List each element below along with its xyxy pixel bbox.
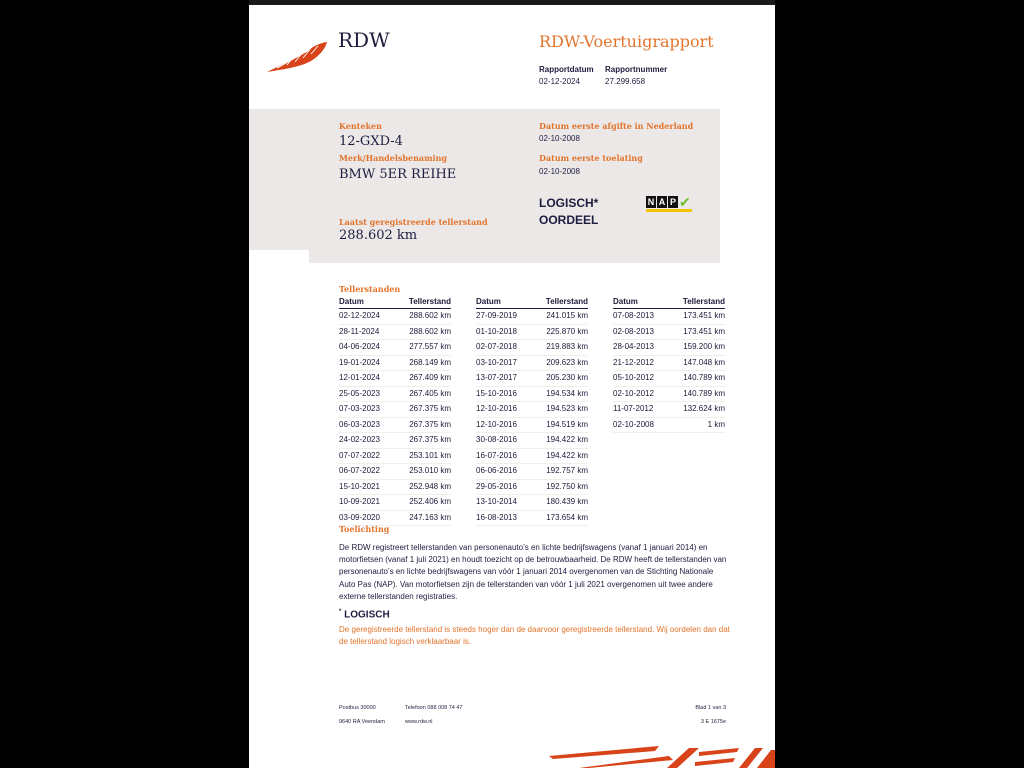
footer-website[interactable]: www.rdw.nl <box>405 719 433 725</box>
table-row <box>476 402 588 418</box>
table-row <box>339 464 451 480</box>
table-row <box>339 495 451 511</box>
row-datum: 15-10-2021 <box>339 481 380 491</box>
table-row <box>613 309 725 325</box>
table-row <box>339 387 451 403</box>
kenteken-label: Kenteken <box>339 121 382 131</box>
row-datum: 13-10-2014 <box>476 497 517 506</box>
row-datum: 11-07-2012 <box>613 404 654 413</box>
row-datum: 28-04-2013 <box>613 342 654 351</box>
row-datum: 07-03-2023 <box>339 404 380 413</box>
logisch-title: LOGISCH <box>344 609 390 621</box>
row-datum: 29-05-2016 <box>476 481 517 491</box>
table-row <box>339 309 451 325</box>
oordeel-line-2: OORDEEL <box>539 213 599 227</box>
row-km: 194.422 km <box>546 450 588 460</box>
row-km: 132.624 km <box>683 404 725 413</box>
table-row <box>339 340 451 356</box>
row-km: 267.405 km <box>409 388 451 398</box>
row-km: 288.602 km <box>409 311 451 320</box>
merk-label: Merk/Handelsbenaming <box>339 153 448 163</box>
row-km: 159.200 km <box>683 342 725 351</box>
row-datum: 19-01-2024 <box>339 357 380 367</box>
row-datum: 27-09-2019 <box>476 311 517 320</box>
table-row <box>476 387 588 403</box>
row-km: 173.451 km <box>683 311 725 320</box>
row-km: 1 km <box>707 419 725 429</box>
row-km: 194.523 km <box>546 404 588 413</box>
row-datum: 02-08-2013 <box>613 326 654 336</box>
row-datum: 02-10-2008 <box>613 419 654 429</box>
row-datum: 06-06-2016 <box>476 466 517 475</box>
oordeel <box>539 195 598 229</box>
footer-page: Blad 1 van 3 <box>695 705 726 711</box>
nap-letter-a: A <box>658 196 666 207</box>
merk-value: BMW 5ER REIHE <box>339 167 457 182</box>
rapportnummer-value: 27.299.658 <box>605 77 646 86</box>
footer-code: 3 E 1675e <box>700 719 726 725</box>
table-row <box>476 340 588 356</box>
row-km: 288.602 km <box>409 326 451 336</box>
oordeel-line-1: LOGISCH* <box>539 196 599 210</box>
table-row <box>476 356 588 372</box>
afgifte-value: 02-10-2008 <box>539 134 580 143</box>
nap-yellow-bar <box>646 209 692 212</box>
row-datum: 05-10-2012 <box>613 373 654 382</box>
logo-text: RDW <box>338 28 390 52</box>
row-km: 192.750 km <box>546 481 588 491</box>
logisch-text: De geregistreerde tellerstand is steeds hoger dan de daarvoor geregistreerde tellerstand. Wij oordelen dan dat de tellerstand logisch verklaarbaar is. <box>339 625 730 647</box>
tellerstanden-title: Tellerstanden <box>339 284 401 294</box>
nap-logo <box>646 194 693 209</box>
row-km: 173.654 km <box>546 512 588 522</box>
vehicle-panel <box>249 109 720 263</box>
logisch-heading <box>339 609 390 620</box>
row-datum: 12-01-2024 <box>339 373 380 382</box>
table-row <box>476 511 588 527</box>
tellerstand-value: 288.602 km <box>339 228 418 243</box>
row-datum: 01-10-2018 <box>476 326 517 336</box>
report-title: RDW-Voertuigrapport <box>539 32 714 51</box>
row-km: 194.534 km <box>546 388 588 398</box>
table-row <box>613 325 725 341</box>
row-km: 192.757 km <box>546 466 588 475</box>
table-row <box>476 449 588 465</box>
row-datum: 24-02-2023 <box>339 435 380 444</box>
table-row <box>613 371 725 387</box>
row-km: 267.375 km <box>409 435 451 444</box>
row-km: 252.406 km <box>409 497 451 506</box>
table-row <box>339 433 451 449</box>
row-datum: 03-10-2017 <box>476 357 517 367</box>
panel-notch <box>249 250 309 263</box>
table-row <box>476 309 588 325</box>
row-km: 253.010 km <box>409 466 451 475</box>
tellerstanden-column <box>613 297 725 433</box>
row-datum: 03-09-2020 <box>339 512 380 522</box>
table-row <box>339 371 451 387</box>
row-datum: 30-08-2016 <box>476 435 517 444</box>
column-header <box>613 297 725 309</box>
row-km: 194.519 km <box>546 419 588 429</box>
rdw-feather-logo-icon <box>265 38 329 74</box>
row-km: 252.948 km <box>409 481 451 491</box>
rapportdatum-value: 02-12-2024 <box>539 77 580 86</box>
row-datum: 16-07-2016 <box>476 450 517 460</box>
afgifte-label: Datum eerste afgifte in Nederland <box>539 121 694 131</box>
toelichting-text: De RDW registreert tellerstanden van personenauto’s en lichte bedrijfswagens (vanaf 1 januari 2014) en motorfietsen (vanaf 1 juli 2021) en houdt toezicht op de betrouwbaarheid. De RDW heeft de tellerstanden van personenauto’s en lichte bedrijfswagens van vóór 1 januari 2014 overgenomen van de Stichting Nationale Auto Pas (NAP). Van motorfietsen zijn de tellerstanden van vóór 1 juli 2021 overgenomen uit twee andere externe tellerstanden registraties. <box>339 543 727 601</box>
row-datum: 12-10-2016 <box>476 419 517 429</box>
row-datum: 28-11-2024 <box>339 326 380 336</box>
table-row <box>339 325 451 341</box>
table-row <box>339 418 451 434</box>
table-row <box>339 449 451 465</box>
row-km: 267.409 km <box>409 373 451 382</box>
logisch-star: * <box>339 609 342 615</box>
table-row <box>339 402 451 418</box>
footer-telefoon: Telefoon 088 008 74 47 <box>405 705 463 711</box>
rapportdatum-label: Rapportdatum <box>539 65 594 74</box>
tellerstanden-column <box>339 297 451 526</box>
header-datum: Datum <box>339 297 364 306</box>
header-tellerstand: Tellerstand <box>545 297 588 306</box>
row-km: 194.422 km <box>546 435 588 444</box>
header-datum: Datum <box>476 297 501 306</box>
table-row <box>476 464 588 480</box>
row-km: 147.048 km <box>683 357 725 367</box>
table-row <box>476 418 588 434</box>
row-datum: 07-07-2022 <box>339 450 380 460</box>
toelichting-title: Toelichting <box>339 524 390 534</box>
table-row <box>476 480 588 496</box>
nap-letter-p: P <box>669 196 676 207</box>
row-km: 209.623 km <box>546 357 588 367</box>
row-datum: 13-07-2017 <box>476 373 517 382</box>
row-km: 268.149 km <box>409 357 451 367</box>
row-km: 173.451 km <box>683 326 725 336</box>
row-km: 140.789 km <box>683 373 725 382</box>
row-datum: 10-09-2021 <box>339 497 380 506</box>
row-km: 180.439 km <box>546 497 588 506</box>
row-km: 277.557 km <box>409 342 451 351</box>
footer-address: 9640 RA Veendam <box>339 719 385 725</box>
row-datum: 02-10-2012 <box>613 388 654 398</box>
row-datum: 16-08-2013 <box>476 512 517 522</box>
table-row <box>476 325 588 341</box>
footer-stripes-decoration <box>549 744 775 768</box>
table-row <box>613 340 725 356</box>
table-row <box>613 387 725 403</box>
row-datum: 15-10-2016 <box>476 388 517 398</box>
column-header <box>476 297 588 309</box>
rapportnummer-label: Rapportnummer <box>605 65 668 74</box>
row-km: 241.015 km <box>546 311 588 320</box>
report-page <box>249 0 775 768</box>
row-km: 267.375 km <box>409 404 451 413</box>
table-row <box>476 371 588 387</box>
row-km: 205.230 km <box>546 373 588 382</box>
row-datum: 04-06-2024 <box>339 342 380 351</box>
row-km: 247.163 km <box>409 512 451 522</box>
table-row <box>613 418 725 434</box>
tellerstanden-column <box>476 297 588 526</box>
row-km: 253.101 km <box>409 450 451 460</box>
toelating-value: 02-10-2008 <box>539 167 580 176</box>
check-icon: ✔ <box>679 193 691 210</box>
table-row <box>476 495 588 511</box>
row-datum: 12-10-2016 <box>476 404 517 413</box>
row-datum: 02-07-2018 <box>476 342 517 351</box>
top-bar <box>249 0 775 5</box>
row-km: 140.789 km <box>683 388 725 398</box>
row-datum: 25-05-2023 <box>339 388 380 398</box>
table-row <box>476 433 588 449</box>
table-row <box>613 356 725 372</box>
row-km: 219.883 km <box>546 342 588 351</box>
table-row <box>613 402 725 418</box>
table-row <box>339 480 451 496</box>
header-tellerstand: Tellerstand <box>408 297 451 306</box>
row-km: 225.870 km <box>546 326 588 336</box>
nap-letter-n: N <box>647 196 655 207</box>
table-row <box>339 356 451 372</box>
row-datum: 06-03-2023 <box>339 419 380 429</box>
row-datum: 06-07-2022 <box>339 466 380 475</box>
row-datum: 02-12-2024 <box>339 311 380 320</box>
header-datum: Datum <box>613 297 638 306</box>
footer-postbus: Postbus 30000 <box>339 705 376 711</box>
row-km: 267.375 km <box>409 419 451 429</box>
toelating-label: Datum eerste toelating <box>539 153 643 163</box>
kenteken-value: 12-GXD-4 <box>339 134 403 149</box>
row-datum: 21-12-2012 <box>613 357 654 367</box>
header-tellerstand: Tellerstand <box>682 297 725 306</box>
tellerstand-label: Laatst geregistreerde tellerstand <box>339 217 488 227</box>
row-datum: 07-08-2013 <box>613 311 654 320</box>
column-header <box>339 297 451 309</box>
